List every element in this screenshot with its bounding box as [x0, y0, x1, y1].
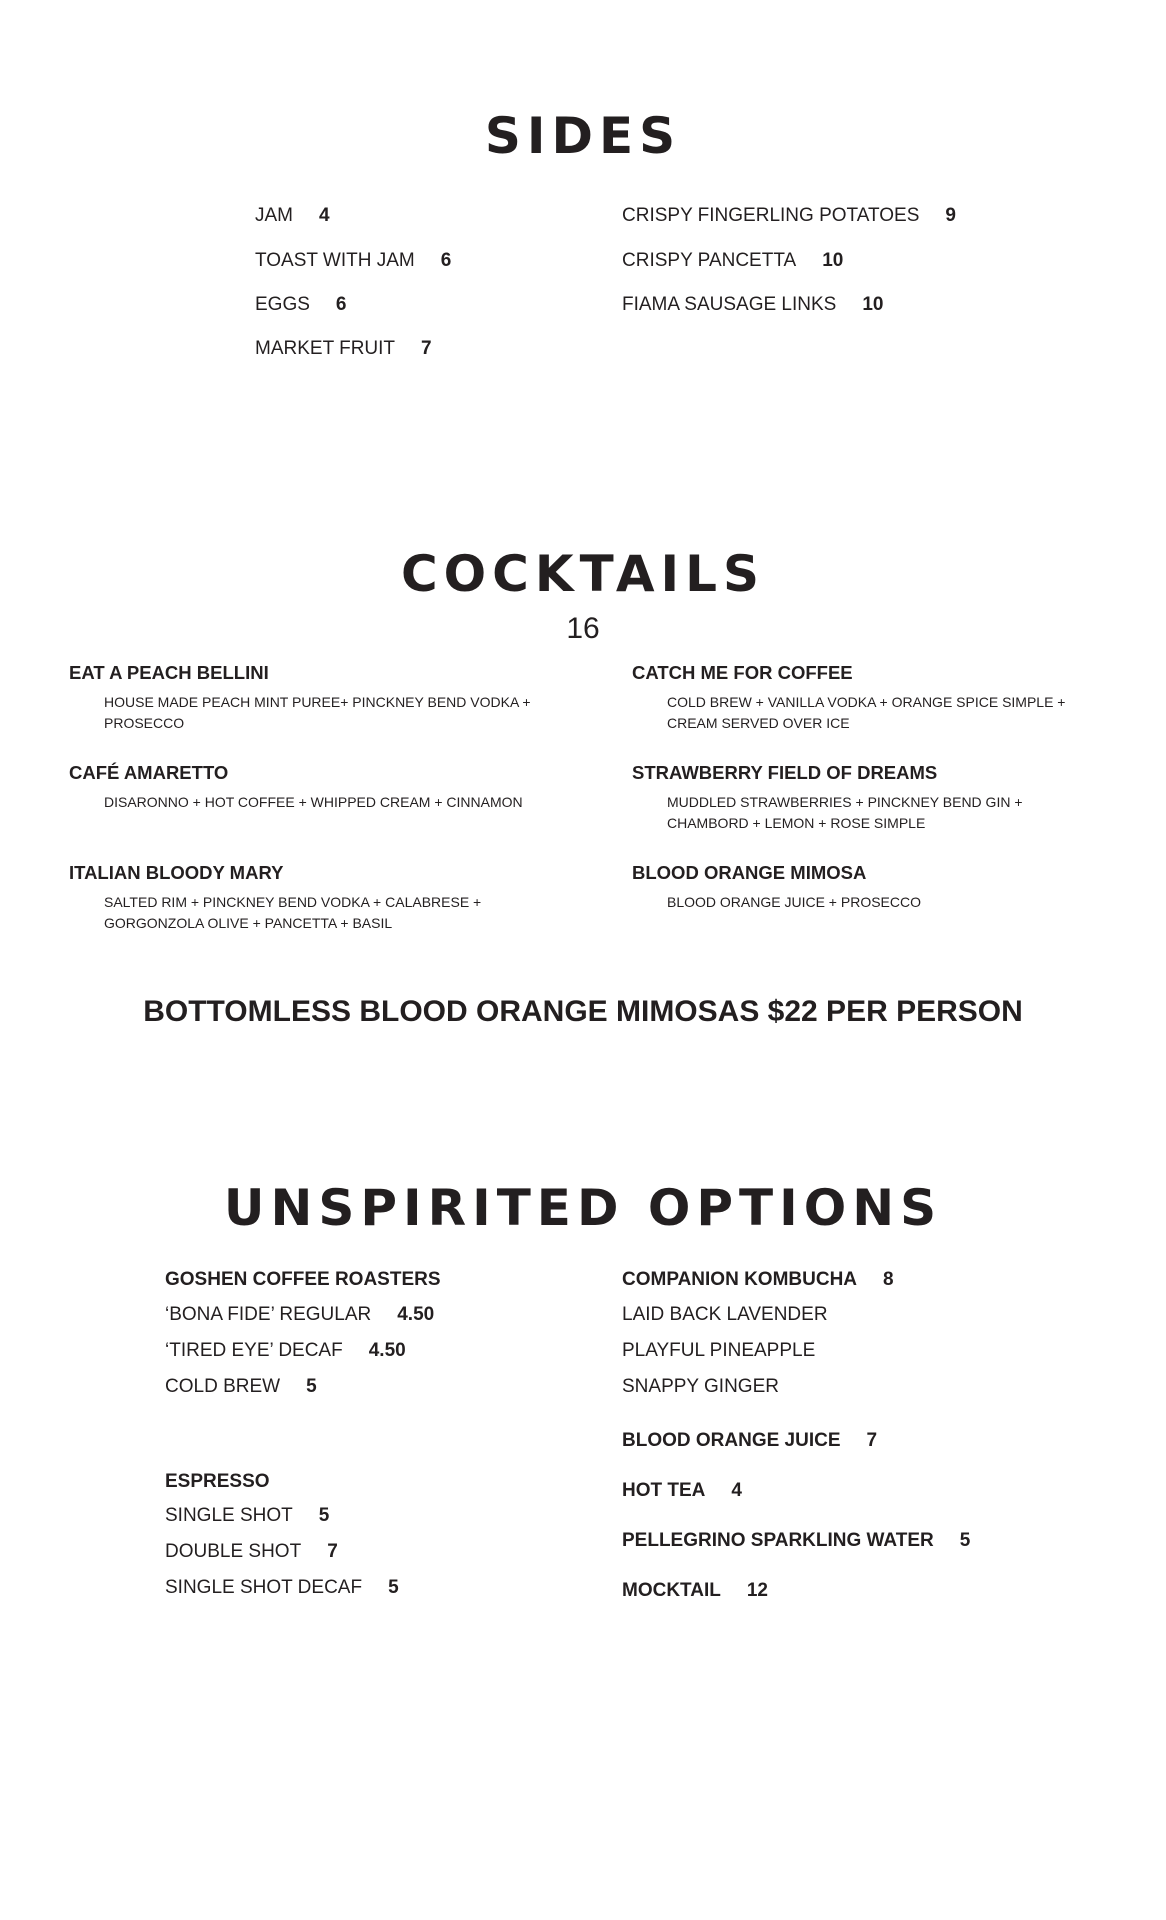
espresso-header: ESPRESSO [165, 1471, 270, 1492]
item-name: FIAMA SAUSAGE LINKS [622, 294, 837, 315]
unspirited-heading: UNSPIRITED OPTIONS [223, 1179, 943, 1237]
cocktail-name: STRAWBERRY FIELD OF DREAMS [632, 762, 938, 783]
item-price: 9 [945, 205, 956, 226]
espresso-item-single [165, 1506, 329, 1525]
item-name: DOUBLE SHOT [165, 1541, 302, 1562]
beverage-blood-orange-juice [622, 1431, 877, 1450]
item-price: 5 [318, 1505, 330, 1526]
item-price: 4 [731, 1480, 742, 1501]
item-name: JAM [255, 205, 293, 226]
item-name: ‘BONA FIDE’ REGULAR [165, 1304, 372, 1325]
cocktail-name: BLOOD ORANGE MIMOSA [632, 862, 867, 883]
kombucha-header [622, 1270, 894, 1289]
item-name: TOAST WITH JAM [255, 250, 415, 271]
item-name: EGGS [255, 294, 310, 315]
coffee-item-cold-brew [165, 1377, 317, 1396]
item-price: 6 [335, 294, 347, 315]
beverage-mocktail [622, 1581, 768, 1600]
beverage-pellegrino [622, 1531, 970, 1550]
coffee-header: GOSHEN COFFEE ROASTERS [165, 1269, 441, 1290]
item-name: ‘TIRED EYE’ DECAF [165, 1340, 343, 1361]
side-item-fruit [255, 339, 432, 358]
cocktail-amaretto [69, 764, 549, 813]
item-price: 7 [866, 1430, 878, 1451]
cocktail-name: EAT A PEACH BELLINI [69, 662, 269, 683]
item-name: COMPANION KOMBUCHA [622, 1269, 858, 1290]
item-name: PELLEGRINO SPARKLING WATER [622, 1530, 934, 1551]
item-price: 10 [822, 250, 844, 271]
beverage-hot-tea [622, 1481, 742, 1500]
cocktail-name: CAFÉ AMARETTO [69, 762, 229, 783]
cocktails-heading: COCKTAILS [400, 545, 766, 603]
cocktail-bloody-mary [69, 864, 549, 934]
cocktail-description: COLD BREW + VANILLA VODKA + ORANGE SPICE SIMPLE + CREAM SERVED OVER ICE [667, 693, 1066, 731]
item-price: 10 [862, 294, 884, 315]
item-price: 5 [306, 1376, 317, 1397]
item-price: 5 [388, 1577, 399, 1598]
side-item-toast [255, 251, 451, 270]
cocktail-catch-me [632, 664, 1112, 734]
cocktail-description: DISARONNO + HOT COFFEE + WHIPPED CREAM + CINNAMON [104, 793, 523, 810]
bottomless-mimosa-promo: BOTTOMLESS BLOOD ORANGE MIMOSAS $22 PER PERSON [143, 995, 1023, 1028]
kombucha-flavor-ginger: SNAPPY GINGER [622, 1376, 779, 1397]
cocktail-bellini [69, 664, 549, 734]
item-name: BLOOD ORANGE JUICE [622, 1430, 841, 1451]
cocktail-name: CATCH ME FOR COFFEE [632, 662, 853, 683]
item-price: 4.50 [397, 1304, 435, 1325]
item-price: 6 [440, 250, 452, 271]
cocktail-description: BLOOD ORANGE JUICE + PROSECCO [667, 893, 921, 910]
espresso-item-double [165, 1542, 338, 1561]
item-price: 12 [746, 1580, 768, 1601]
coffee-item-decaf [165, 1341, 406, 1360]
cocktail-name: ITALIAN BLOODY MARY [69, 862, 284, 883]
item-name: SINGLE SHOT [165, 1505, 293, 1526]
side-item-eggs [255, 295, 346, 314]
cocktail-strawberry [632, 764, 1112, 834]
item-price: 8 [883, 1269, 894, 1290]
item-name: CRISPY FINGERLING POTATOES [622, 205, 920, 226]
cocktail-description: HOUSE MADE PEACH MINT PUREE+ PINCKNEY BEND VODKA + PROSECCO [104, 693, 531, 731]
sides-heading: SIDES [484, 107, 682, 165]
item-name: MOCKTAIL [622, 1580, 721, 1601]
item-name: COLD BREW [165, 1376, 281, 1397]
item-name: CRISPY PANCETTA [622, 250, 797, 271]
cocktail-description: MUDDLED STRAWBERRIES + PINCKNEY BEND GIN + CHAMBORD + LEMON + ROSE SIMPLE [667, 793, 1023, 831]
item-price: 7 [421, 338, 432, 359]
side-item-pancetta [622, 251, 843, 270]
side-item-sausage [622, 295, 883, 314]
item-price: 4.50 [368, 1340, 406, 1361]
item-price: 4 [319, 205, 330, 226]
kombucha-flavor-pineapple: PLAYFUL PINEAPPLE [622, 1340, 816, 1361]
kombucha-flavor-lavender: LAID BACK LAVENDER [622, 1304, 828, 1325]
cocktail-description: SALTED RIM + PINCKNEY BEND VODKA + CALABRESE + GORGONZOLA OLIVE + PANCETTA + BASIL [104, 893, 482, 931]
cocktails-price: 16 [566, 612, 600, 645]
item-price: 7 [327, 1541, 338, 1562]
coffee-item-regular [165, 1305, 434, 1324]
side-item-jam [255, 206, 330, 225]
item-name: MARKET FRUIT [255, 338, 396, 359]
cocktail-blood-orange-mimosa [632, 864, 1112, 913]
espresso-item-single-decaf [165, 1578, 399, 1597]
side-item-potatoes [622, 206, 956, 225]
item-name: SINGLE SHOT DECAF [165, 1577, 363, 1598]
item-name: HOT TEA [622, 1480, 706, 1501]
item-price: 5 [959, 1530, 971, 1551]
